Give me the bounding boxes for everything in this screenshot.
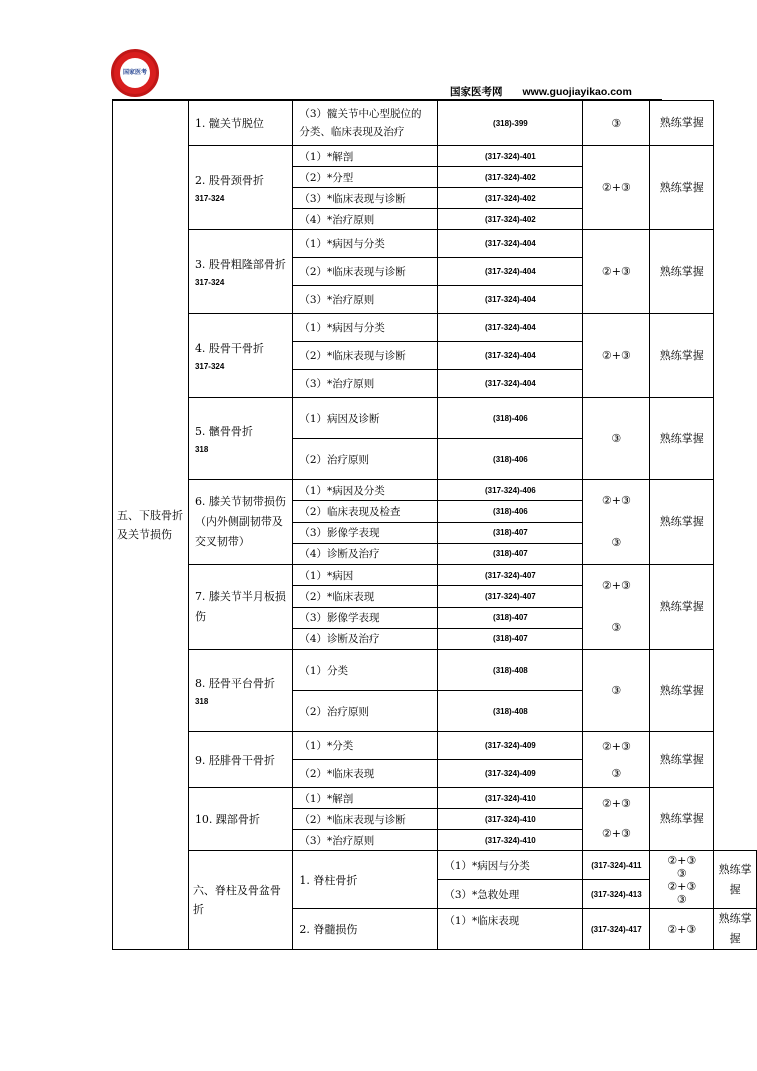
- site-logo: [111, 49, 159, 97]
- topic-title: [188, 480, 292, 565]
- item-text: （2）*临床表现: [293, 586, 438, 607]
- table-row: [113, 732, 757, 760]
- item-page: (318)-407: [438, 543, 583, 564]
- section-label: 六、脊柱及骨盆骨折: [192, 884, 281, 916]
- item-page: (317-324)-410: [438, 830, 583, 851]
- item-text: （3）髋关节中心型脱位的分类、临床表现及治疗: [293, 101, 438, 146]
- page-header: [450, 84, 632, 99]
- level-line: ②+③: [601, 739, 631, 753]
- item-text: （1）分类: [293, 650, 438, 691]
- item-page: (317-324)-404: [438, 258, 583, 286]
- item-page: (318)-408: [438, 650, 583, 691]
- requirement: 熟练掌握: [650, 565, 714, 650]
- item-page: (317-324)-401: [438, 146, 583, 167]
- topic-title-text: 7. 膝关节半月板损伤: [194, 590, 286, 623]
- item-text: （3）*临床表现与诊断: [293, 188, 438, 209]
- topic-title: [188, 314, 292, 398]
- topic-pages: 318: [194, 697, 209, 706]
- item-page: (317-324)-409: [438, 732, 583, 760]
- topic-title: [188, 101, 292, 146]
- item-page: (318)-407: [438, 628, 583, 649]
- requirement: 熟练掌握: [650, 146, 714, 230]
- item-text: （3）*治疗原则: [293, 286, 438, 314]
- topic-title-text: 9. 胫腓骨干骨折: [194, 753, 275, 767]
- topic-title-text: 10. 踝部骨折: [194, 813, 260, 826]
- table-row: [113, 398, 757, 439]
- item-page: (318)-408: [438, 691, 583, 732]
- item-page: (317-324)-402: [438, 209, 583, 230]
- item-page: (318)-406: [438, 398, 583, 439]
- item-text: （1）病因及诊断: [293, 398, 438, 439]
- item-page: (317-324)-410: [438, 809, 583, 830]
- item-page: (317-324)-404: [438, 230, 583, 258]
- item-page: (317-324)-407: [438, 586, 583, 607]
- item-text: （4）诊断及治疗: [293, 628, 438, 649]
- item-text: （1）*病因与分类: [293, 230, 438, 258]
- level: ②+③: [583, 230, 650, 314]
- level-line: ②+③: [667, 853, 697, 867]
- item-text: （2）*分型: [293, 167, 438, 188]
- topic-title: [188, 146, 292, 230]
- item-text: （2）治疗原则: [293, 439, 438, 480]
- requirement: 熟练掌握: [650, 480, 714, 565]
- item-text: （2）临床表现及检查: [293, 501, 438, 522]
- item-page: (318)-406: [438, 439, 583, 480]
- level-line: ③: [611, 536, 622, 549]
- item-text: （3）影像学表现: [293, 607, 438, 628]
- item-page: (317-324)-404: [438, 370, 583, 398]
- item-page: (317-324)-417: [583, 909, 650, 950]
- level: [583, 788, 650, 851]
- requirement: 熟练掌握: [650, 101, 714, 146]
- level: ③: [583, 650, 650, 732]
- item-text: （3）影像学表现: [293, 522, 438, 543]
- level: ③: [583, 101, 650, 146]
- topic-pages: 318: [194, 445, 209, 454]
- logo-text: 国家医考: [122, 69, 147, 76]
- topic-title-text: 5. 髕骨骨折: [194, 425, 253, 438]
- level: ②+③: [583, 146, 650, 230]
- site-url: www.guojiayikao.com: [522, 86, 632, 98]
- item-page: (317-324)-402: [438, 167, 583, 188]
- table-row: [113, 146, 757, 167]
- requirement: 熟练掌握: [650, 398, 714, 480]
- topic-title-text: 6. 膝关节韧带损伤（内外侧副韧带及交叉韧带）: [194, 495, 286, 548]
- topic-title: [293, 909, 438, 950]
- level-line: ②+③: [601, 797, 631, 810]
- level: [583, 565, 650, 650]
- requirement: 熟练掌握: [714, 851, 757, 909]
- topic-title: [188, 650, 292, 732]
- requirement: 熟练掌握: [650, 230, 714, 314]
- topic-title: [188, 565, 292, 650]
- level: [583, 480, 650, 565]
- item-text: （2）*临床表现与诊断: [293, 809, 438, 830]
- item-text: （1）*分类: [293, 732, 438, 760]
- level-line: ③: [676, 892, 687, 906]
- topic-title: [188, 398, 292, 480]
- requirement: 熟练掌握: [650, 788, 714, 851]
- topic-title-text: 3. 股骨粗隆部骨折: [194, 258, 286, 271]
- section-label: 五、下肢骨折及关节损伤: [117, 509, 183, 541]
- item-page: (317-324)-406: [438, 480, 583, 501]
- table-row: [113, 314, 757, 342]
- topic-title-text: 2. 脊髓损伤: [299, 923, 358, 936]
- table-row: [113, 480, 757, 501]
- item-page: (317-324)-404: [438, 314, 583, 342]
- section-name: [188, 851, 292, 950]
- item-text: （2）治疗原则: [293, 691, 438, 732]
- item-page: (317-324)-411: [583, 851, 650, 880]
- level: [583, 732, 650, 788]
- topic-title-text: 1. 髋关节脱位: [194, 117, 264, 130]
- requirement: 熟练掌握: [650, 314, 714, 398]
- topic-title: [188, 230, 292, 314]
- topic-pages: 317-324: [194, 194, 225, 203]
- item-text: （2）*临床表现: [293, 760, 438, 788]
- topic-title: [188, 732, 292, 788]
- topic-pages: 317-324: [194, 278, 225, 287]
- requirement: 熟练掌握: [650, 732, 714, 788]
- topic-title-text: 1. 脊柱骨折: [299, 873, 358, 887]
- level-line: ③: [676, 866, 687, 880]
- table-row: [113, 230, 757, 258]
- table-row: [113, 788, 757, 809]
- item-page: (317-324)-402: [438, 188, 583, 209]
- level-line: ②+③: [601, 494, 631, 507]
- table-row: [113, 650, 757, 691]
- level-line: ③: [611, 621, 622, 634]
- item-page: (317-324)-404: [438, 286, 583, 314]
- item-page: (318)-406: [438, 501, 583, 522]
- item-text: （3）*急救处理: [438, 880, 583, 909]
- level: ③: [583, 398, 650, 480]
- topic-title-text: 2. 股骨颈骨折: [194, 174, 264, 187]
- level: ②+③: [650, 909, 714, 950]
- topic-title: [188, 788, 292, 851]
- item-text: （4）诊断及治疗: [293, 543, 438, 564]
- section-name: [113, 101, 189, 950]
- level: ②+③: [583, 314, 650, 398]
- level-line: ②+③: [601, 827, 631, 840]
- topic-title-text: 4. 股骨干骨折: [194, 342, 264, 355]
- item-page: (318)-407: [438, 522, 583, 543]
- table-row: [113, 851, 757, 880]
- item-page: (317-324)-413: [583, 880, 650, 909]
- level-line: ②+③: [601, 579, 631, 592]
- level-line: ③: [611, 766, 622, 780]
- topic-pages: 317-324: [194, 362, 225, 371]
- item-text: （1）*病因与分类: [293, 314, 438, 342]
- table-row: [113, 565, 757, 586]
- topic-title-text: 8. 胫骨平台骨折: [194, 677, 275, 690]
- item-text: （3）*治疗原则: [293, 370, 438, 398]
- item-text: （4）*治疗原则: [293, 209, 438, 230]
- item-page: (318)-399: [438, 101, 583, 146]
- item-page: (317-324)-407: [438, 565, 583, 586]
- requirement: 熟练掌握: [714, 909, 757, 950]
- item-text: （2）*临床表现与诊断: [293, 342, 438, 370]
- item-page: (317-324)-404: [438, 342, 583, 370]
- item-text: （1）*病因及分类: [293, 480, 438, 501]
- syllabus-table: [112, 100, 757, 950]
- item-text: （1）*临床表现: [438, 909, 583, 950]
- item-text: （3）*治疗原则: [293, 830, 438, 851]
- requirement: 熟练掌握: [650, 650, 714, 732]
- table-row: [113, 101, 757, 146]
- logo-inner: [120, 58, 150, 88]
- item-page: (317-324)-409: [438, 760, 583, 788]
- item-page: (318)-407: [438, 607, 583, 628]
- item-text: （1）*病因与分类: [438, 851, 583, 880]
- topic-title: [293, 851, 438, 909]
- item-text: （1）*解剖: [293, 146, 438, 167]
- level-line: ②+③: [667, 879, 697, 893]
- item-text: （1）*病因: [293, 565, 438, 586]
- site-name: 国家医考网: [450, 86, 503, 98]
- item-page: (317-324)-410: [438, 788, 583, 809]
- item-text: （2）*临床表现与诊断: [293, 258, 438, 286]
- item-text: （1）*解剖: [293, 788, 438, 809]
- level: [650, 851, 714, 909]
